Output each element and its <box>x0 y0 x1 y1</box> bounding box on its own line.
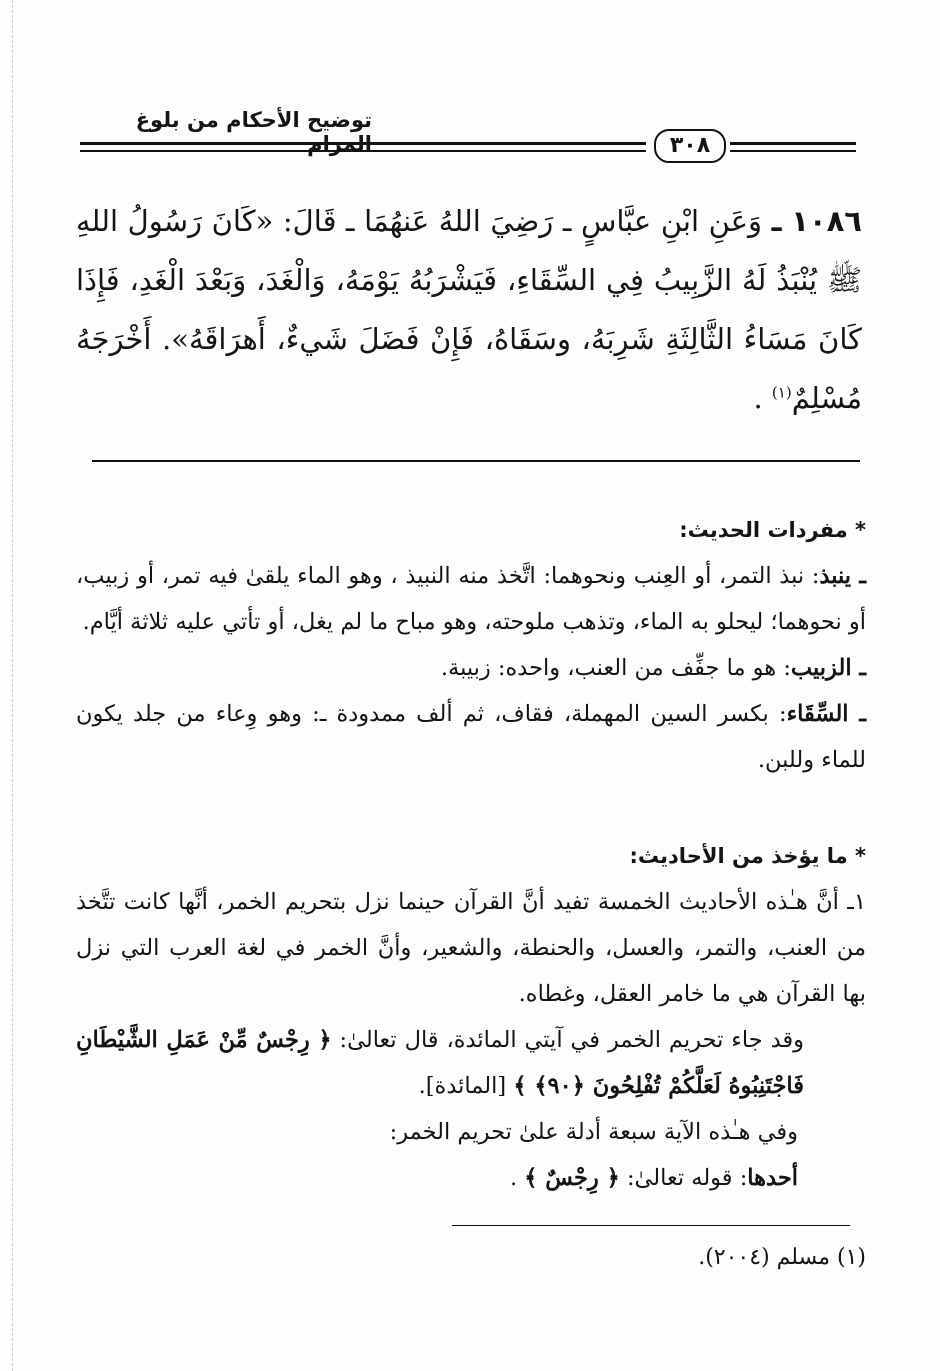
verse-reference: [المائدة]. <box>418 1073 507 1099</box>
footnote-marker: (١) <box>836 1245 866 1270</box>
running-title: توضيح الأحكام من بلوغ المرام <box>135 108 372 156</box>
quran-verse: ﴿ رِجْسٌ مِّنْ عَمَلِ الشَّيْطَانِ فَاجْتَنِبُوهُ لَعَلَّكُمْ تُفْلِحُونَ ﴿٩٠﴾ ﴾ <box>76 1027 804 1099</box>
footnote <box>500 1245 866 1270</box>
vocab-item <box>76 645 866 691</box>
vocab-term: ـ ينبذ <box>819 563 867 589</box>
vocabulary-heading: * مفردات الحديث: <box>679 518 866 542</box>
header-rule-right-lower <box>730 150 856 152</box>
page-edge-line <box>12 0 13 1371</box>
hadith-end: . <box>753 381 772 415</box>
vocab-term: ـ الزبيب <box>790 655 866 681</box>
first-evidence-quote: ﴿ رِجْسٌ ﴾ <box>524 1165 620 1191</box>
vocab-definition: : نبذ التمر، أو العِنب ونحوهما: اتَّخذ منه النبيذ ، وهو الماء يلقىٰ فيه تمر، أو زبيب، أو نحوهما؛ ليحلو به الماء، وتذهب ملوحته، وهو مباح ما لم يغل، أو تأتي عليه ثلاثة أيَّام. <box>76 563 866 635</box>
verse-intro: وقد جاء تحريم الخمر في آيتي المائدة، قال تعالىٰ: <box>339 1027 805 1053</box>
footnote-text: مسلم (٢٠٠٤). <box>698 1245 830 1270</box>
verse-paragraph <box>76 1017 866 1109</box>
header-rule-upper <box>80 142 646 145</box>
hadith-separator-rule <box>92 460 860 462</box>
vocab-term: ـ السِّقَاء <box>786 701 867 727</box>
vocabulary-section <box>76 507 866 783</box>
first-evidence-text: : قوله تعالىٰ: <box>626 1165 748 1191</box>
vocab-item <box>76 691 866 783</box>
hadith-footnote-marker: (١) <box>771 383 792 402</box>
lessons-section <box>76 833 866 1201</box>
evidence-intro: وفي هـٰذه الآية سبعة أدلة علىٰ تحريم الخمر: <box>389 1119 798 1145</box>
hadith-number-dash: ـ <box>771 204 782 238</box>
page-number: ٣٠٨ <box>654 129 726 163</box>
footnote-rule <box>452 1225 850 1226</box>
first-evidence-label: أحدها <box>747 1165 798 1191</box>
hadith-body: وَعَنِ ابْنِ عبَّاسٍ ـ رَضِيَ اللهُ عَنهُمَا ـ قَالَ: «كَانَ رَسُولُ اللهِ ﷺ يُنْبَذُ لَهُ الزَّبِيبُ فِي السِّقَاءِ، فَيَشْرَبُهُ يَوْمَهُ، وَالْغَدَ، وَبَعْدَ الْغَدِ، فَإِذَا كَانَ مَسَاءُ الثَّالِثَةِ شَرِبَهُ، وسَقَاهُ، فَإِنْ فَضَلَ شَيءٌ، أَهرَاقَهُ». أَخْرَجَهُ مُسْلِمٌ <box>76 204 862 415</box>
hadith-text <box>76 192 862 428</box>
first-evidence <box>76 1155 866 1201</box>
lesson-point-1: ١ـ أنَّ هـٰذه الأحاديث الخمسة تفيد أنَّ القرآن حينما نزل بتحريم الخمر، أنَّها كانت تتَّخذ من العنب، والتمر، والعسل، والحنطة، والشعير، وأنَّ الخمر في لغة العرب التي نزل بها القرآن هي ما خامر العقل، وغطاه. <box>76 889 866 1007</box>
hadith-number: ١٠٨٦ <box>791 204 862 238</box>
header-rule-lower <box>80 150 646 152</box>
vocab-definition: : بكسر السين المهملة، فقاف، ثم ألف ممدودة ـ: وهو وِعاء من جلد يكون للماء وللبن. <box>76 701 866 773</box>
first-evidence-end: . <box>509 1165 518 1191</box>
lessons-heading: * ما يؤخذ من الأحاديث: <box>629 844 866 868</box>
header-rule-right-upper <box>730 142 856 145</box>
vocab-item <box>76 553 866 645</box>
vocab-definition: : هو ما جفِّف من العنب، واحده: زبيبة. <box>440 655 791 681</box>
